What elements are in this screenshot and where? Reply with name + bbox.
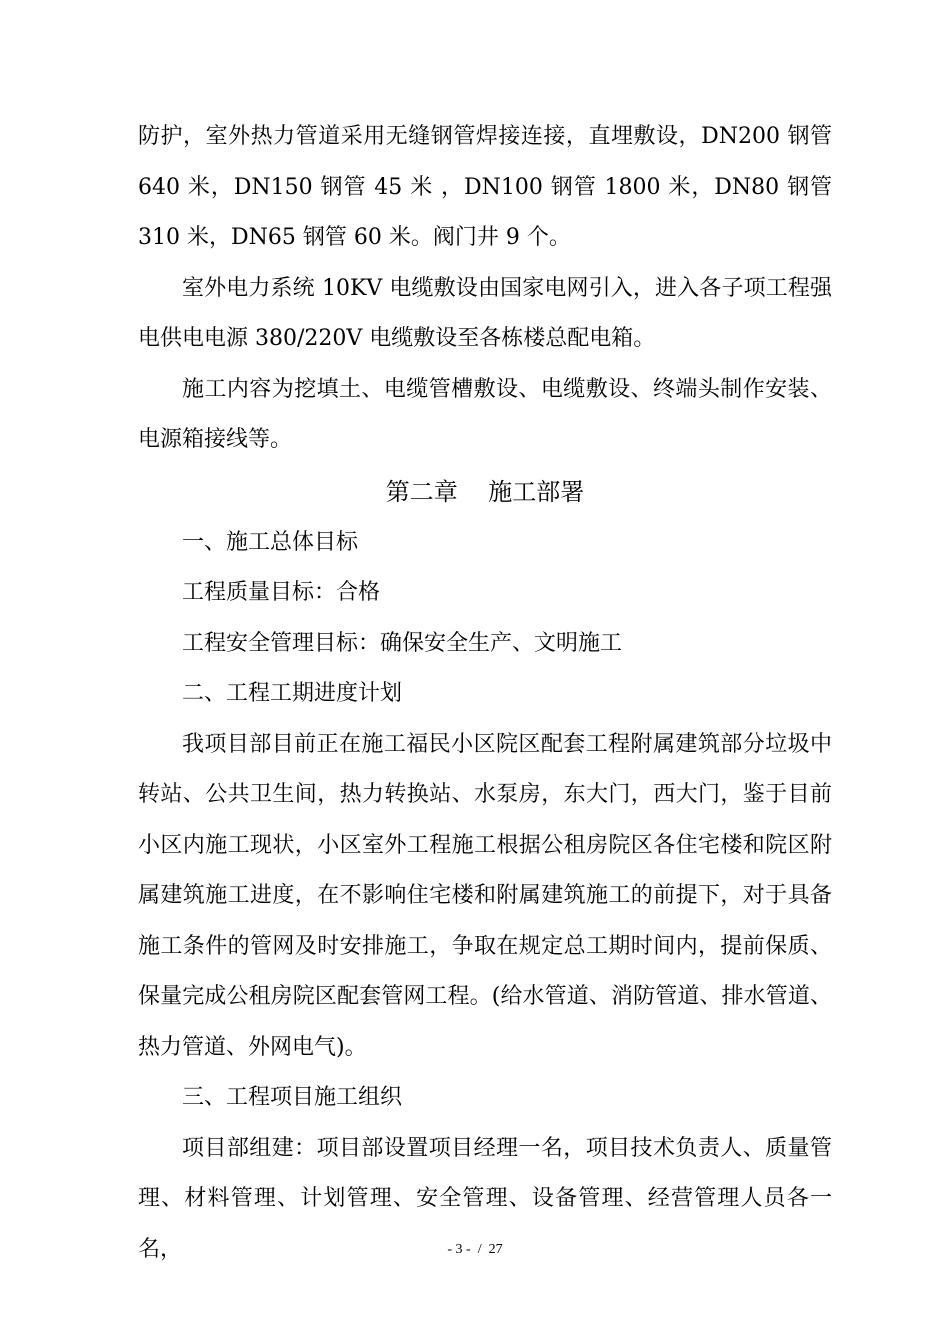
paragraph-power-system: 室外电力系统 10KV 电缆敷设由国家电网引入，进入各子项工程强电供电电源 380/220V 电缆敷设至各栋楼总配电箱。: [138, 275, 832, 351]
page-body: [138, 112, 832, 1275]
section-heading-schedule: 二、工程工期进度计划: [182, 681, 403, 706]
section-heading-overall-goal: 一、施工总体目标: [182, 529, 359, 555]
page-number-footer: - 3 - / 27: [447, 1242, 503, 1257]
paragraph-construction-scope: 施工内容为挖填土、电缆管槽敷设、电缆敷设、终端头制作安装、电源箱接线等。: [138, 376, 832, 452]
paragraph-project-department: 项目部组建：项目部设置项目经理一名，项目技术负责人、质量管理、材料管理、计划管理、安全管理、设备管理、经营管理人员各一名，: [138, 1135, 832, 1262]
paragraph-heating-pipes: 防护，室外热力管道采用无缝钢管焊接连接，直埋敷设，DN200 钢管 640 米，DN150 钢管 45 米 ，DN100 钢管 1800 米，DN80 钢管 310 米，DN65 钢管 60 米。阀门井 9 个。: [138, 124, 832, 250]
chapter-title: 第二章 施工部署: [385, 477, 585, 506]
paragraph-schedule-plan: 我项目部目前正在施工福民小区院区配套工程附属建筑部分垃圾中转站、公共卫生间，热力转换站、水泵房，东大门，西大门，鉴于目前小区内施工现状，小区室外工程施工根据公租房院区各住宅楼和院区附属建筑施工进度，在不影响住宅楼和附属建筑施工的前提下，对于具备施工条件的管网及时安排施工，争取在规定总工期时间内，提前保质、保量完成公租房院区配套管网工程。(给水管道、消防管道、排水管道、热力管道、外网电气)。: [138, 731, 832, 1060]
section-heading-organization: 三、工程项目施工组织: [182, 1085, 403, 1110]
paragraph-quality-goal: 工程质量目标：合格: [182, 580, 381, 605]
paragraph-safety-goal: 工程安全管理目标：确保安全生产、文明施工: [182, 630, 623, 656]
